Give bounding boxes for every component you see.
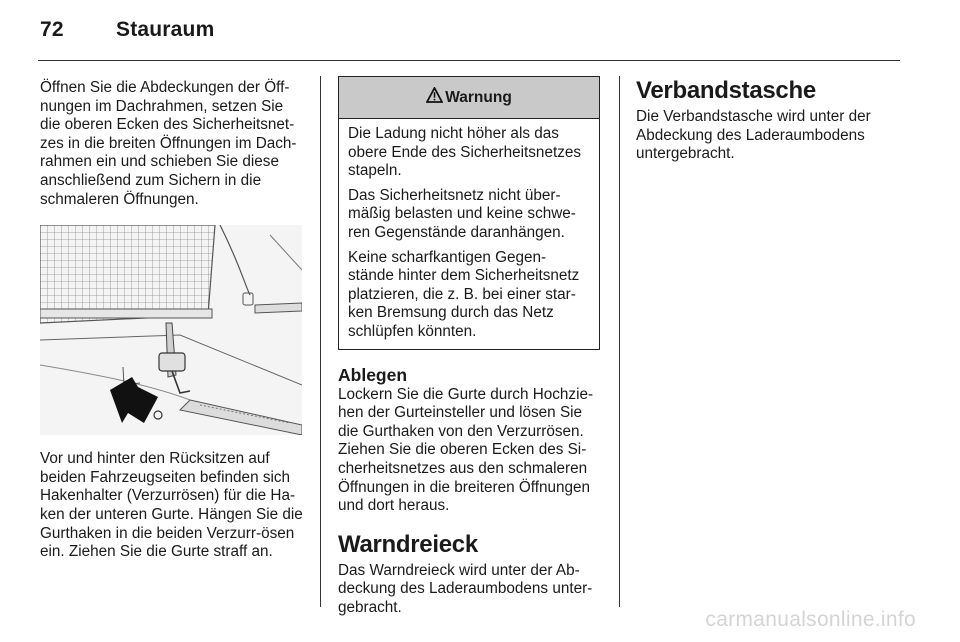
- page-title: Stauraum: [116, 18, 215, 41]
- header-rule: [38, 60, 900, 61]
- warning-paragraph: Das Sicherheitsnetz nicht über-mäßig belasten und keine schwe-ren Gegenstände daranhängen.: [348, 186, 576, 241]
- warning-paragraph: Die Ladung nicht höher als das obere Ende des Sicherheitsnetzes stapeln.: [348, 125, 582, 180]
- cargo-net-hook-icon: [40, 225, 302, 435]
- warndreieck-heading: Warndreieck: [338, 530, 478, 558]
- warning-triangle-icon: [426, 87, 443, 108]
- paragraph-lower-straps: Vor und hinter den Rücksitzen auf beiden Fahrzeugseiten befinden sich Hakenhalter (Verzurrösen) für die Ha-ken der unteren Gurte. Hängen Sie die Gurthaken in die beiden Verzurr-ösen ein. Ziehen Sie die Gurte straff an.: [40, 450, 303, 561]
- column-3: [636, 76, 902, 164]
- ablegen-heading: Ablegen: [338, 364, 408, 385]
- column-1: [40, 79, 304, 562]
- warning-header: [339, 77, 599, 119]
- column-divider-1: [320, 76, 321, 607]
- column-divider-2: [619, 76, 620, 607]
- warning-paragraph: Keine scharfkantigen Gegen-stände hinter dem Sicherheitsnetz platzieren, die z. B. bei einer star-ken Bremsung durch das Netz schlüpfen könnten.: [348, 248, 580, 340]
- verbandstasche-text: Die Verbandstasche wird unter der Abdeckung des Laderaumbodens untergebracht.: [636, 108, 871, 163]
- warning-body: [339, 119, 599, 349]
- warning-box: [338, 76, 600, 350]
- warning-title: Warnung: [445, 88, 512, 106]
- ablegen-text: Lockern Sie die Gurte durch Hochzie-hen der Gurteinsteller und lösen Sie die Gurthaken von den Verzurrösen. Ziehen Sie die oberen Ecken des Si-cherheitsnetzes aus den schmaleren Öffnungen in die breiteren Öffnungen und dort heraus.: [338, 385, 594, 515]
- paragraph-install-net: Öffnen Sie die Abdeckungen der Öff-nungen im Dachrahmen, setzen Sie die oberen Ecken des Sicherheitsnet-zes in die breiten Öffnungen im Dach-rahmen ein und schieben Sie diese anschließend zum Sichern in die schmaleren Öffnungen.: [40, 79, 297, 208]
- watermark: carmanualsonline.info: [705, 608, 916, 631]
- verbandstasche-heading: Verbandstasche: [636, 77, 816, 104]
- cargo-net-figure: [40, 225, 302, 435]
- page-number: 72: [40, 18, 64, 41]
- warndreieck-text: Das Warndreieck wird unter der Ab-deckung des Laderaumbodens unter-gebracht.: [338, 561, 593, 616]
- column-2: [338, 76, 602, 617]
